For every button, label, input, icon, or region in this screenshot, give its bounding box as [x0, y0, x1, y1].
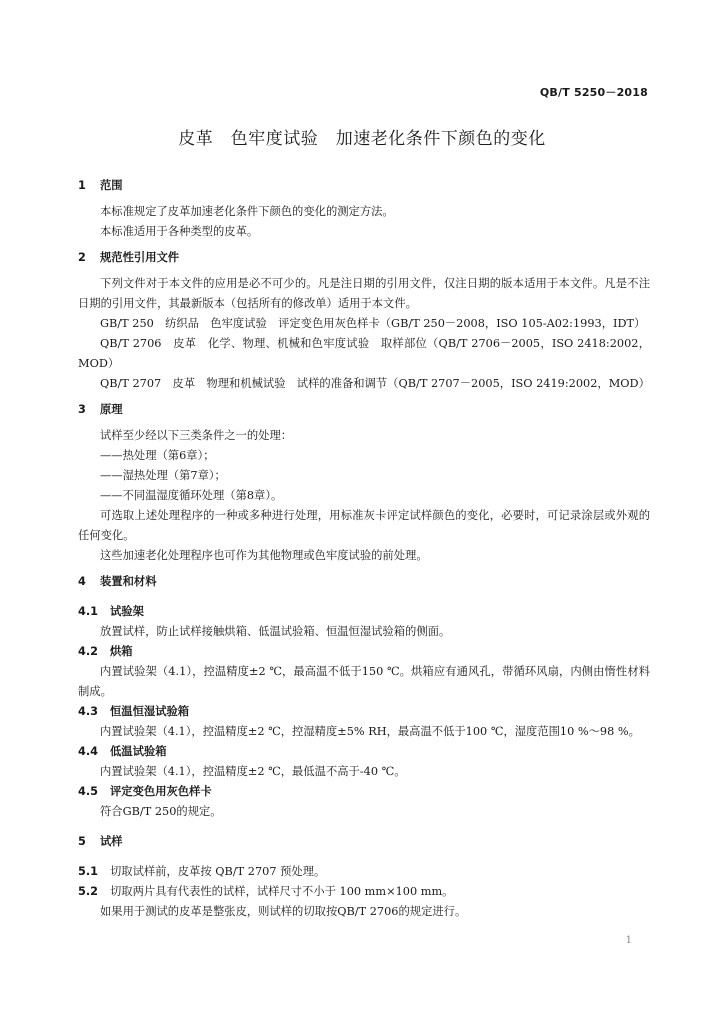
document-title: 皮革 色牢度试验 加速老化条件下颜色的变化 [178, 129, 546, 149]
paragraph: 试样至少经以下三类条件之一的处理： [100, 429, 293, 442]
section-number: 3 [78, 403, 86, 416]
paragraph: 内置试验架（4.1），控温精度±2 ℃，最高温不低于150 ℃。烘箱应有通风孔，带循环风扇，内侧由惰性材料制成。 [78, 665, 650, 698]
reference-item: QB/T 2707 皮革 物理和机械试验 试样的准备和调节（QB/T 2707－2005，ISO 2419:2002，MOD） [100, 377, 650, 390]
subsection-heading [78, 642, 650, 662]
subsection-number: 4.4 [78, 745, 99, 758]
section-heading-scope [78, 176, 650, 196]
subsection-title: 试验架 [110, 605, 144, 618]
section-heading-apparatus [78, 572, 650, 592]
list-item: ——不同温湿度循环处理（第8章）。 [100, 489, 283, 502]
subsection-number: 4.5 [78, 785, 99, 798]
subsection-title: 低温试验箱 [110, 745, 167, 758]
section-title: 原理 [100, 403, 123, 416]
section-heading-principle [78, 400, 650, 420]
subsection-heading [78, 702, 650, 722]
paragraph: 本标准规定了皮革加速老化条件下颜色的变化的测定方法。 [100, 205, 394, 218]
standard-code: QB/T 5250－2018 [539, 86, 648, 99]
subsection-number: 4.1 [78, 605, 99, 618]
paragraph: 下列文件对于本文件的应用是必不可少的。凡是注日期的引用文件，仅注日期的版本适用于本文件。凡是不注日期的引用文件，其最新版本（包括所有的修改单）适用于本文件。 [78, 277, 650, 310]
clause [78, 882, 650, 902]
section-number: 5 [78, 835, 86, 848]
paragraph: 这些加速老化处理程序也可作为其他物理或色牢度试验的前处理。 [100, 549, 428, 562]
paragraph: 可选取上述处理程序的一种或多种进行处理，用标准灰卡评定试样颜色的变化，必要时，可记录涂层或外观的任何变化。 [78, 509, 650, 542]
section-title: 规范性引用文件 [100, 251, 180, 264]
paragraph: 放置试样，防止试样接触烘箱、低温试验箱、恒温恒湿试验箱的侧面。 [100, 625, 451, 638]
subsection-title: 评定变色用灰色样卡 [110, 785, 212, 798]
section-number: 1 [78, 179, 86, 192]
reference-item: GB/T 250 纺织品 色牢度试验 评定变色用灰色样卡（GB/T 250－2008，ISO 105-A02:1993，IDT） [100, 317, 646, 330]
subsection-title: 烘箱 [110, 645, 133, 658]
section-number: 2 [78, 251, 86, 264]
subsection-heading [78, 782, 650, 802]
subsection-number: 4.3 [78, 705, 99, 718]
paragraph: 内置试验架（4.1），控温精度±2 ℃，控湿精度±5% RH，最高温不低于100 ℃，湿度范围10 %～98 %。 [100, 725, 640, 738]
subsection-heading [78, 602, 650, 622]
section-title: 范围 [100, 179, 123, 192]
paragraph: 如果用于测试的皮革是整张皮，则试样的切取按QB/T 2706的规定进行。 [100, 905, 467, 918]
clause-text: 切取两片具有代表性的试样，试样尺寸不小于 100 mm×100 mm。 [110, 885, 454, 898]
page-number: 1 [625, 935, 632, 946]
document-body [78, 176, 650, 922]
section-heading-specimen [78, 832, 650, 852]
paragraph: 本标准适用于各种类型的皮革。 [100, 225, 259, 238]
paragraph: 符合GB/T 250的规定。 [100, 805, 222, 818]
section-title: 装置和材料 [100, 575, 157, 588]
list-item: ——湿热处理（第7章）； [100, 469, 226, 482]
section-title: 试样 [100, 835, 123, 848]
subsection-title: 恒温恒湿试验箱 [110, 705, 190, 718]
paragraph: 内置试验架（4.1），控温精度±2 ℃，最低温不高于-40 ℃。 [100, 765, 406, 778]
section-heading-references [78, 248, 650, 268]
subsection-heading [78, 742, 650, 762]
clause-number: 5.2 [78, 885, 99, 898]
clause [78, 862, 650, 882]
clause-number: 5.1 [78, 865, 99, 878]
reference-item: QB/T 2706 皮革 化学、物理、机械和色牢度试验 取样部位（QB/T 2706－2005，ISO 2418:2002，MOD） [78, 337, 650, 370]
section-number: 4 [78, 575, 86, 588]
subsection-number: 4.2 [78, 645, 99, 658]
list-item: ——热处理（第6章）； [100, 449, 215, 462]
clause-text: 切取试样前，皮革按 QB/T 2707 预处理。 [110, 865, 326, 878]
